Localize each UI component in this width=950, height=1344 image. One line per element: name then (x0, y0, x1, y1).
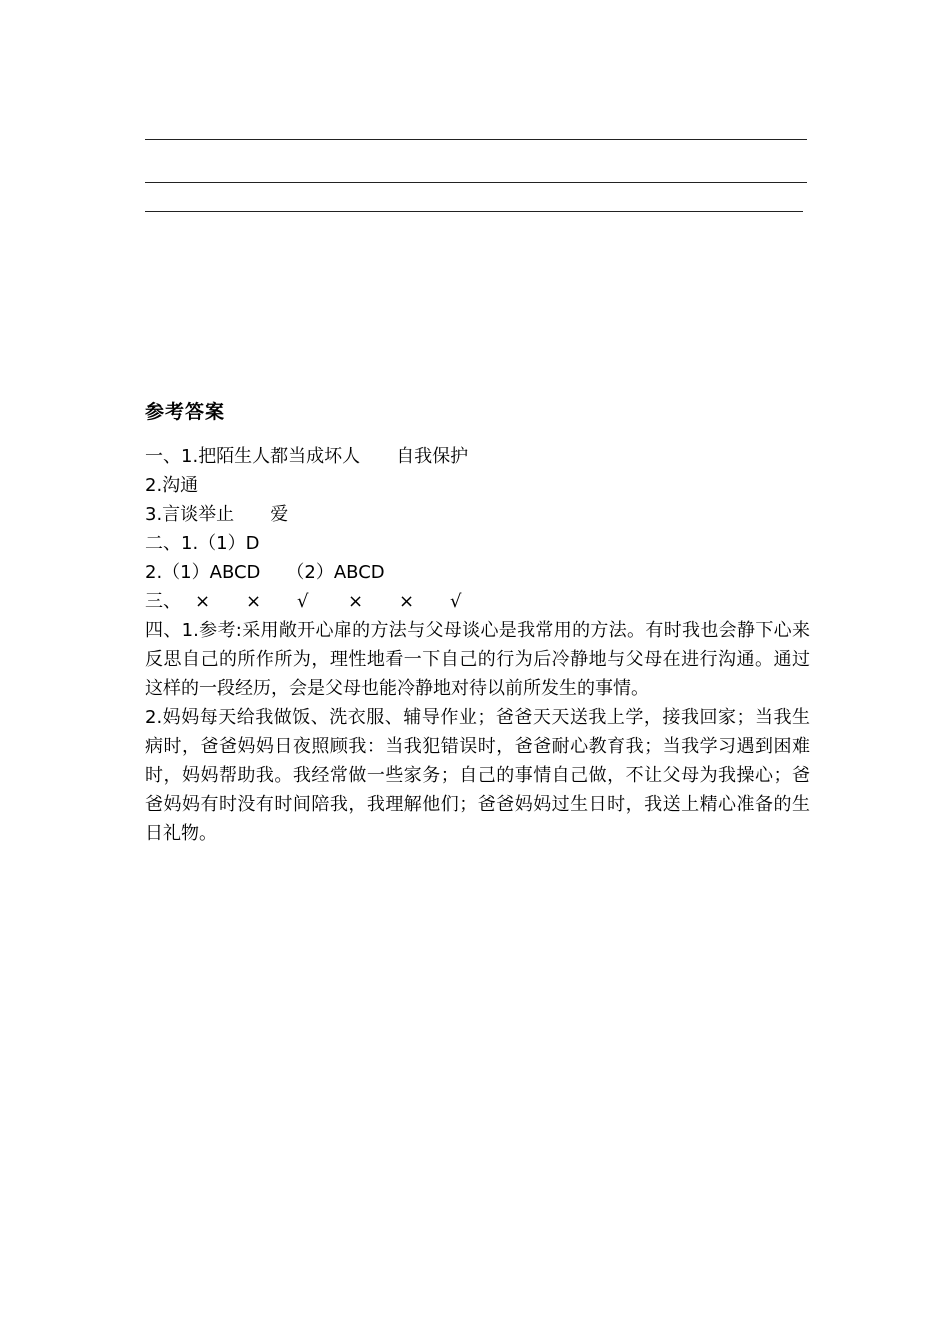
section1-q2: 2.沟通 (145, 475, 199, 496)
section3-prefix: 三、 (145, 591, 181, 612)
section3-judgments (145, 587, 810, 616)
section1-q3-answer-b: 爱 (270, 504, 289, 525)
answer-line-3 (145, 211, 803, 212)
section1-q3-answer-a: 3.言谈举止 (145, 504, 235, 525)
judgment-mark-3: √ (297, 591, 309, 612)
section2-q2-part1: 2.（1）ABCD (145, 562, 261, 583)
answers-title: 参考答案 (145, 401, 226, 423)
answer-line-2 (145, 182, 807, 183)
answer-line-1 (145, 139, 807, 140)
section1-q1-answer-a: 把陌生人都当成坏人 (198, 446, 361, 467)
section1-q1-answer-b: 自我保护 (396, 446, 469, 467)
judgment-mark-5: × (399, 591, 415, 612)
section2-q2-part2: （2）ABCD (286, 562, 385, 583)
section1-q3 (145, 500, 810, 529)
judgment-mark-1: × (195, 591, 211, 612)
section2-q1: 二、1.（1）D (145, 533, 260, 554)
section1-q1-prefix: 一、1. (145, 446, 199, 467)
section4-q2: 2.妈妈每天给我做饭、洗衣服、辅导作业；爸爸天天送我上学，接我回家；当我生病时，爸爸妈妈日夜照顾我：当我犯错误时，爸爸耐心教育我；当我学习遇到困难时，妈妈帮助我。我经常做一些家务；自己的事情自己做，不让父母为我操心；爸爸妈妈有时没有时间陪我，我理解他们；爸爸妈妈过生日时，我送上精心准备的生日礼物。 (145, 707, 810, 844)
judgment-mark-2: × (246, 591, 262, 612)
judgment-mark-4: × (348, 591, 364, 612)
section1-q1 (145, 442, 810, 471)
section4-q1: 四、1.参考:采用敞开心扉的方法与父母谈心是我常用的方法。有时我也会静下心来反思自己的所作所为，理性地看一下自己的行为后冷静地与父母在进行沟通。通过这样的一段经历，会是父母也能冷静地对待以前所发生的事情。 (145, 620, 810, 699)
judgment-mark-6: √ (450, 591, 462, 612)
section2-q2 (145, 558, 810, 587)
answer-key (145, 442, 810, 848)
